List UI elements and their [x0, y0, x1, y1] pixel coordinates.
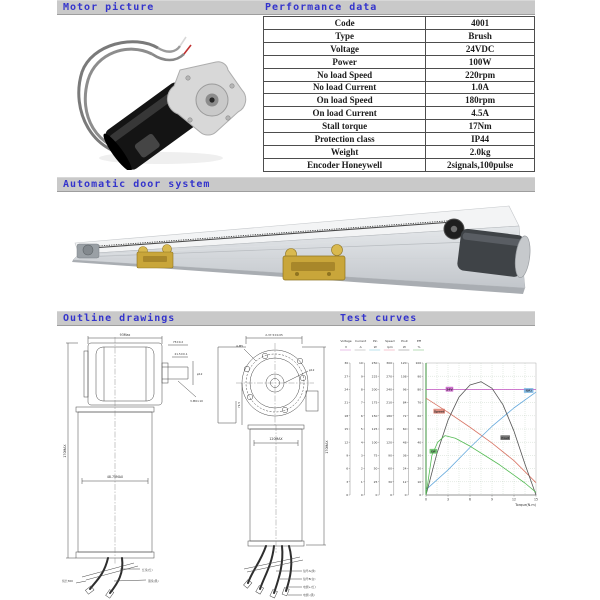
- axis-tick-label: 30: [417, 453, 422, 458]
- spec-label: Code: [264, 17, 426, 30]
- axis-unit-label: rpm: [386, 345, 393, 349]
- axis-tick-label: 250: [371, 361, 378, 366]
- axis-tick-label: 1: [360, 479, 363, 484]
- axis-tick-label: 9: [346, 453, 349, 458]
- axis-tick-label: 100: [415, 361, 422, 366]
- axis-tick-label: 2: [360, 466, 363, 471]
- axis-tick-label: 15: [344, 427, 349, 432]
- dim-label: 75±0.2: [172, 340, 184, 344]
- axis-tick-label: 0: [360, 493, 363, 498]
- axis-tick-label: 0: [346, 493, 349, 498]
- x-tick-label: 12: [512, 497, 516, 502]
- side-view-drawing: [62, 333, 203, 598]
- white-wire-tip: [180, 37, 186, 46]
- axis-tick-label: 48: [402, 440, 407, 445]
- dim-label: 3-M6×10: [190, 399, 203, 403]
- dim-label: 2-37.5±0.05: [265, 333, 283, 337]
- axis-tick-label: 108: [400, 374, 407, 379]
- dim-label: 170MAX: [63, 444, 67, 458]
- curve-label: Speed: [433, 409, 445, 414]
- axis-tick-label: 6: [346, 466, 349, 471]
- table-row: [264, 146, 535, 159]
- x-tick-label: 3: [447, 497, 449, 502]
- dim-label: 120MAX: [269, 437, 283, 441]
- x-tick-label: 9: [491, 497, 493, 502]
- axis-tick-label: 70: [417, 400, 422, 405]
- axis-unit-label: A: [359, 345, 362, 349]
- axis-unit-label: V: [344, 345, 348, 349]
- axis-tick-label: 3: [346, 479, 349, 484]
- table-row: [264, 107, 535, 120]
- table-row: [264, 158, 535, 171]
- spec-value: 24VDC: [426, 42, 535, 55]
- spec-label: Voltage: [264, 42, 426, 55]
- axis-tick-label: 12: [344, 440, 349, 445]
- axis-unit-label: %: [417, 345, 421, 349]
- dim-label: 48.75MAX: [106, 475, 124, 479]
- axis-tick-label: 10: [417, 479, 422, 484]
- axis-tick-label: 60: [402, 427, 407, 432]
- wire-label: 电源+(红): [303, 585, 316, 589]
- table-row: [264, 17, 535, 30]
- axis-tick-label: 175: [371, 400, 378, 405]
- dim-label: 93Max: [119, 333, 131, 337]
- axis-name-label: Speed: [385, 339, 395, 343]
- front-view-drawing: [218, 333, 329, 598]
- wire-label: 信号B(白): [303, 577, 316, 581]
- section-title-outline-drawings: Outline drawings: [63, 313, 176, 324]
- table-row: [264, 29, 535, 42]
- spec-value: 4001: [426, 17, 535, 30]
- curve-label: Pout: [501, 435, 510, 440]
- spec-value: 100W: [426, 55, 535, 68]
- axis-tick-label: 21: [344, 400, 349, 405]
- section-title-door-system: Automatic door system: [63, 179, 211, 190]
- spec-value: 1.0A: [426, 81, 535, 94]
- x-tick-label: 15: [534, 497, 538, 502]
- dim-label: 71.5: [237, 401, 241, 409]
- test-curves-chart: [338, 333, 542, 517]
- table-row: [264, 120, 535, 133]
- axis-tick-label: 240: [386, 387, 392, 392]
- axis-name-label: Voltage: [340, 339, 352, 343]
- spec-value: 180rpm: [426, 94, 535, 107]
- axis-tick-label: 120: [400, 361, 407, 366]
- axis-tick-label: 150: [386, 427, 392, 432]
- spec-label: Stall torque: [264, 120, 426, 133]
- axis-tick-label: 60: [417, 413, 422, 418]
- performance-table-body: [264, 17, 535, 172]
- axis-unit-label: W: [402, 345, 406, 349]
- idler-pulley: [77, 244, 99, 258]
- dim-label: φ12: [309, 368, 315, 372]
- axis-tick-label: 18: [344, 413, 349, 418]
- axis-tick-label: 40: [417, 440, 422, 445]
- output-shaft-hole: [209, 97, 214, 102]
- axis-tick-label: 90: [388, 453, 392, 458]
- outline-drawings-image: [60, 331, 336, 599]
- axis-tick-label: 100: [371, 440, 378, 445]
- spec-label: No load Current: [264, 81, 426, 94]
- axis-tick-label: 0: [404, 493, 407, 498]
- axis-name-label: Pin: [372, 339, 378, 343]
- section-title-performance-data: Performance data: [265, 2, 378, 13]
- dim-label: 170MAX: [325, 440, 329, 454]
- axis-tick-label: 96: [402, 387, 407, 392]
- axis-tick-label: 27: [344, 374, 349, 379]
- axis-tick-label: 10: [358, 361, 363, 366]
- axis-name-label: Eff: [417, 339, 421, 343]
- table-row: [264, 68, 535, 81]
- axis-tick-label: 12: [402, 479, 407, 484]
- axis-tick-label: 30: [344, 361, 349, 366]
- header-bar-bottom: [57, 311, 535, 326]
- x-axis-title: Torque(N.m): [515, 503, 536, 507]
- spec-label: Encoder Honeywell: [264, 158, 426, 171]
- spec-label: Type: [264, 29, 426, 42]
- dim-label: 4-M5: [236, 344, 243, 348]
- dim-label: φ12: [197, 372, 203, 376]
- axis-tick-label: 90: [417, 374, 422, 379]
- dim-label: 21.5±0.1: [174, 352, 188, 356]
- performance-table: [263, 16, 535, 172]
- spec-value: 4.5A: [426, 107, 535, 120]
- section-title-test-curves: Test curves: [340, 313, 418, 324]
- spec-label: Protection class: [264, 133, 426, 146]
- axis-tick-label: 25: [373, 479, 378, 484]
- spec-label: On load Speed: [264, 94, 426, 107]
- axis-tick-label: 125: [371, 427, 378, 432]
- axis-tick-label: 0: [375, 493, 378, 498]
- axis-tick-label: 24: [402, 466, 407, 471]
- axis-unit-label: W: [373, 345, 377, 349]
- spec-label: Weight: [264, 146, 426, 159]
- x-tick-label: 0: [425, 497, 427, 502]
- wire-label: 电源-(黑): [303, 593, 315, 597]
- table-row: [264, 55, 535, 68]
- axis-tick-label: 300: [386, 361, 392, 366]
- axis-tick-label: 0: [390, 493, 392, 498]
- door-system-image: [57, 196, 535, 304]
- axis-tick-label: 210: [386, 400, 392, 405]
- axis-tick-label: 180: [386, 413, 392, 418]
- axis-tick-label: 36: [402, 453, 407, 458]
- spec-value: 17Nm: [426, 120, 535, 133]
- axis-tick-label: 150: [371, 413, 378, 418]
- table-row: [264, 81, 535, 94]
- axis-tick-label: 24: [344, 387, 349, 392]
- spec-value: Brush: [426, 29, 535, 42]
- header-bar-door: [57, 177, 535, 192]
- axis-tick-label: 84: [402, 400, 407, 405]
- spec-label: On load Current: [264, 107, 426, 120]
- axis-tick-label: 9: [360, 374, 363, 379]
- axis-tick-label: 80: [417, 387, 422, 392]
- axis-tick-label: 120: [386, 440, 392, 445]
- axis-tick-label: 75: [373, 453, 378, 458]
- axis-tick-label: 50: [373, 466, 378, 471]
- table-row: [264, 133, 535, 146]
- spec-label: No load Speed: [264, 68, 426, 81]
- axis-tick-label: 7: [360, 400, 363, 405]
- motor-photo-image: [66, 20, 252, 170]
- curve-label: Eff: [431, 449, 436, 454]
- axis-tick-label: 30: [388, 479, 392, 484]
- wire-label: 线长300: [62, 579, 73, 583]
- axis-tick-label: 8: [360, 387, 363, 392]
- curve-label: 24V: [446, 387, 453, 392]
- header-bar-top: [57, 0, 535, 15]
- axis-name-label: Current: [354, 339, 367, 343]
- axis-tick-label: 60: [388, 466, 392, 471]
- axis-tick-label: 3: [360, 453, 363, 458]
- section-title-motor-picture: Motor picture: [63, 2, 155, 13]
- spec-value: 2signals,100pulse: [426, 158, 535, 171]
- wire-label: 黑线(黑): [148, 579, 159, 583]
- axis-tick-label: 270: [386, 374, 392, 379]
- x-tick-label: 6: [469, 497, 471, 502]
- axis-name-label: Pout: [401, 339, 408, 343]
- red-wire-tip: [184, 45, 191, 54]
- axis-tick-label: 225: [371, 374, 378, 379]
- spec-value: 220rpm: [426, 68, 535, 81]
- table-row: [264, 42, 535, 55]
- wire-label: 信号A(绿): [303, 569, 316, 573]
- axis-tick-label: 200: [371, 387, 378, 392]
- wire-label: 红线(红): [142, 568, 153, 572]
- curve-label: I(A): [525, 388, 532, 393]
- axis-tick-label: 72: [402, 413, 407, 418]
- table-row: [264, 94, 535, 107]
- axis-tick-label: 50: [417, 427, 422, 432]
- axis-tick-label: 5: [360, 427, 363, 432]
- axis-tick-label: 0: [419, 493, 422, 498]
- spec-value: 2.0kg: [426, 146, 535, 159]
- axis-tick-label: 6: [360, 413, 363, 418]
- axis-tick-label: 20: [417, 466, 422, 471]
- axis-tick-label: 4: [360, 440, 363, 445]
- spec-value: IP44: [426, 133, 535, 146]
- spec-label: Power: [264, 55, 426, 68]
